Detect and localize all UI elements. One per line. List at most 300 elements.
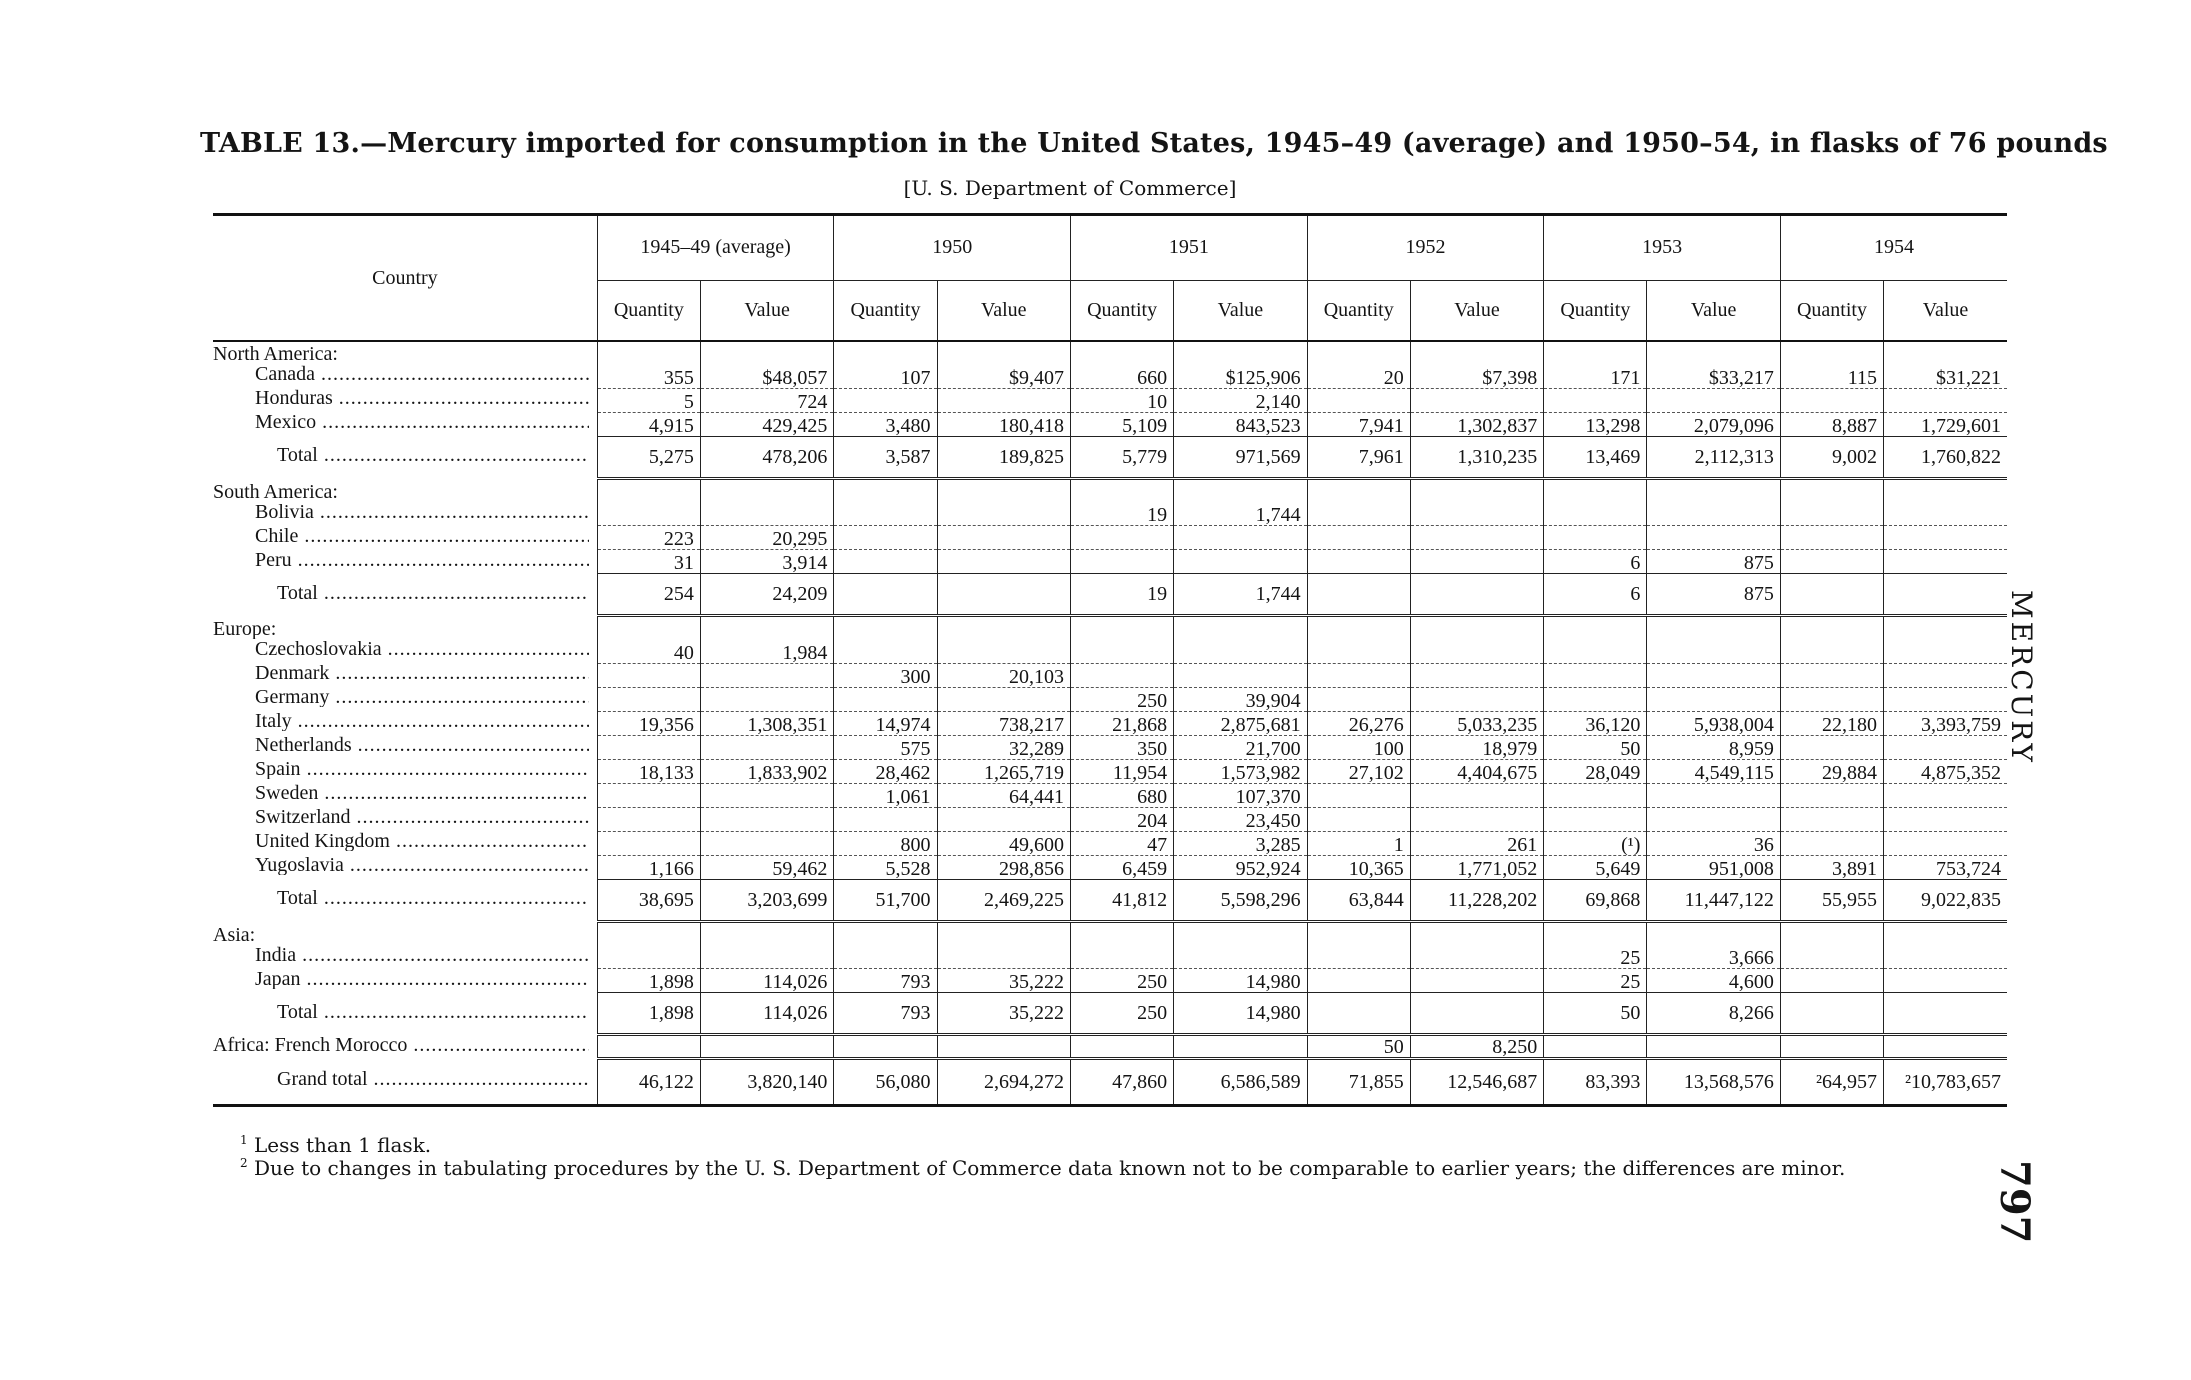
row-label: Germany ..... (213, 687, 597, 711)
quantity-cell (834, 478, 937, 502)
value-cell: 843,523 (1174, 412, 1307, 436)
quantity-cell (1307, 807, 1410, 831)
quantity-cell: 3,891 (1780, 855, 1883, 879)
row-label: Czechoslovakia ..... (213, 639, 597, 663)
value-cell: $7,398 (1410, 364, 1543, 388)
quantity-cell (1780, 807, 1883, 831)
value-cell: 11,447,122 (1647, 879, 1780, 921)
value-cell: $48,057 (700, 364, 833, 388)
quantity-cell: 9,002 (1780, 436, 1883, 478)
table-title: TABLE 13.—Mercury imported for consumption in the United States, 1945–49 (average) and 1950–54, in flasks of 76 pounds (200, 128, 2108, 159)
quantity-cell (1307, 993, 1410, 1035)
quantity-cell (1071, 526, 1174, 550)
row-label: Total ..... (213, 574, 597, 616)
table-body (213, 341, 2007, 1106)
quantity-cell (597, 831, 700, 855)
value-cell: 13,568,576 (1647, 1059, 1780, 1106)
quantity-cell: 793 (834, 993, 937, 1035)
quantity-cell (1780, 574, 1883, 616)
value-cell: 4,549,115 (1647, 759, 1780, 783)
quantity-cell: 63,844 (1307, 879, 1410, 921)
quantity-cell (1307, 783, 1410, 807)
quantity-cell (834, 502, 937, 526)
value-cell (1410, 807, 1543, 831)
value-cell: 3,914 (700, 550, 833, 574)
value-cell (700, 687, 833, 711)
value-cell: 261 (1410, 831, 1543, 855)
value-cell (1174, 550, 1307, 574)
value-cell: 2,469,225 (937, 879, 1070, 921)
quantity-cell: 56,080 (834, 1059, 937, 1106)
value-cell: 478,206 (700, 436, 833, 478)
table-row (213, 807, 2007, 831)
value-cell (700, 1035, 833, 1059)
value-cell (1884, 945, 2007, 969)
row-label: India ..... (213, 945, 597, 969)
value-cell (937, 639, 1070, 663)
quantity-cell (1544, 526, 1647, 550)
quantity-cell (1307, 663, 1410, 687)
value-cell (937, 341, 1070, 364)
row-label: Grand total ..... (213, 1059, 597, 1106)
value-cell (1410, 478, 1543, 502)
value-cell (1410, 687, 1543, 711)
value-cell (1410, 639, 1543, 663)
quantity-cell (597, 687, 700, 711)
value-cell: 951,008 (1647, 855, 1780, 879)
value-cell: 2,112,313 (1647, 436, 1780, 478)
row-label: United Kingdom ..... (213, 831, 597, 855)
value-cell (1410, 341, 1543, 364)
quantity-cell (1071, 341, 1174, 364)
value-cell: 49,600 (937, 831, 1070, 855)
quantity-cell: 50 (1544, 735, 1647, 759)
quantity-cell (1780, 663, 1883, 687)
value-cell: 8,266 (1647, 993, 1780, 1035)
row-label: Mexico ..... (213, 412, 597, 436)
region-row (213, 921, 2007, 945)
value-cell (700, 807, 833, 831)
value-cell: 5,598,296 (1174, 879, 1307, 921)
quantity-cell: 47,860 (1071, 1059, 1174, 1106)
column-header-year: 1954 (1780, 215, 2007, 281)
row-label: Japan ..... (213, 969, 597, 993)
value-cell (1174, 526, 1307, 550)
quantity-cell (1307, 341, 1410, 364)
table-row (213, 663, 2007, 687)
quantity-cell: 50 (1544, 993, 1647, 1035)
quantity-cell: 6,459 (1071, 855, 1174, 879)
value-cell (1410, 502, 1543, 526)
value-cell: 2,079,096 (1647, 412, 1780, 436)
quantity-cell: 25 (1544, 969, 1647, 993)
value-cell (1884, 993, 2007, 1035)
column-header-value: Value (700, 280, 833, 341)
quantity-cell: 22,180 (1780, 711, 1883, 735)
value-cell (1647, 921, 1780, 945)
value-cell: 107,370 (1174, 783, 1307, 807)
quantity-cell (1780, 921, 1883, 945)
column-header-quantity: Quantity (1544, 280, 1647, 341)
value-cell: 35,222 (937, 993, 1070, 1035)
value-cell (1174, 921, 1307, 945)
value-cell: 8,250 (1410, 1035, 1543, 1059)
value-cell: 32,289 (937, 735, 1070, 759)
quantity-cell (597, 921, 700, 945)
row-label: Bolivia ..... (213, 502, 597, 526)
column-header-value: Value (1410, 280, 1543, 341)
quantity-cell (597, 945, 700, 969)
quantity-cell (1780, 993, 1883, 1035)
quantity-cell: 41,812 (1071, 879, 1174, 921)
quantity-cell: 40 (597, 639, 700, 663)
quantity-cell (1307, 478, 1410, 502)
region-row (213, 341, 2007, 364)
quantity-cell (1071, 663, 1174, 687)
column-header-value: Value (1174, 280, 1307, 341)
mercury-imports-table (213, 213, 2007, 1107)
quantity-cell (1544, 1035, 1647, 1059)
value-cell: 2,140 (1174, 388, 1307, 412)
value-cell: 5,938,004 (1647, 711, 1780, 735)
quantity-cell: 5,109 (1071, 412, 1174, 436)
value-cell: 1,744 (1174, 574, 1307, 616)
value-cell: 1,729,601 (1884, 412, 2007, 436)
value-cell: 1,302,837 (1410, 412, 1543, 436)
value-cell: $125,906 (1174, 364, 1307, 388)
quantity-cell: 13,469 (1544, 436, 1647, 478)
value-cell (1410, 388, 1543, 412)
column-header-value: Value (1647, 280, 1780, 341)
row-label: Denmark ..... (213, 663, 597, 687)
value-cell: 3,285 (1174, 831, 1307, 855)
value-cell (1884, 478, 2007, 502)
value-cell: 4,404,675 (1410, 759, 1543, 783)
quantity-cell: 250 (1071, 687, 1174, 711)
region-row (213, 478, 2007, 502)
quantity-cell: 26,276 (1307, 711, 1410, 735)
quantity-cell: 13,298 (1544, 412, 1647, 436)
value-cell: 6,586,589 (1174, 1059, 1307, 1106)
quantity-cell (1071, 945, 1174, 969)
table-row (213, 364, 2007, 388)
table-row (213, 831, 2007, 855)
row-label: Total ..... (213, 993, 597, 1035)
value-cell: 12,546,687 (1410, 1059, 1543, 1106)
footnote-1: $^1$ Less than 1 flask. (240, 1133, 432, 1157)
value-cell (700, 735, 833, 759)
value-cell: 1,760,822 (1884, 436, 2007, 478)
row-label: Canada ..... (213, 364, 597, 388)
row-label: Total ..... (213, 879, 597, 921)
quantity-cell (597, 735, 700, 759)
value-cell (1884, 969, 2007, 993)
quantity-cell: 223 (597, 526, 700, 550)
value-cell (937, 574, 1070, 616)
value-cell: 1,573,982 (1174, 759, 1307, 783)
value-cell (1884, 663, 2007, 687)
value-cell: ²10,783,657 (1884, 1059, 2007, 1106)
value-cell (700, 945, 833, 969)
value-cell (1647, 616, 1780, 640)
value-cell (1410, 574, 1543, 616)
quantity-cell (834, 807, 937, 831)
value-cell: 2,694,272 (937, 1059, 1070, 1106)
quantity-cell: 5,528 (834, 855, 937, 879)
column-header-year: 1950 (834, 215, 1071, 281)
quantity-cell (1307, 526, 1410, 550)
quantity-cell (1780, 735, 1883, 759)
value-cell (1174, 945, 1307, 969)
quantity-cell: ²64,957 (1780, 1059, 1883, 1106)
quantity-cell (1780, 550, 1883, 574)
value-cell (1884, 502, 2007, 526)
quantity-cell (597, 478, 700, 502)
quantity-cell: 7,961 (1307, 436, 1410, 478)
quantity-cell (834, 526, 937, 550)
value-cell (1410, 921, 1543, 945)
quantity-cell: 50 (1307, 1035, 1410, 1059)
quantity-cell (1544, 341, 1647, 364)
quantity-cell: 680 (1071, 783, 1174, 807)
value-cell (700, 663, 833, 687)
quantity-cell (1544, 663, 1647, 687)
quantity-cell: 3,480 (834, 412, 937, 436)
quantity-cell: 55,955 (1780, 879, 1883, 921)
quantity-cell (1071, 478, 1174, 502)
value-cell: 1,833,902 (700, 759, 833, 783)
quantity-cell (1307, 574, 1410, 616)
value-cell (1884, 341, 2007, 364)
quantity-cell (1780, 388, 1883, 412)
quantity-cell: 10 (1071, 388, 1174, 412)
region-row (213, 616, 2007, 640)
quantity-cell: 5,779 (1071, 436, 1174, 478)
total-row (213, 879, 2007, 921)
value-cell: 20,103 (937, 663, 1070, 687)
table-row (213, 711, 2007, 735)
row-label: Yugoslavia ..... (213, 855, 597, 879)
quantity-cell (1780, 687, 1883, 711)
quantity-cell (1307, 921, 1410, 945)
column-header-year: 1951 (1071, 215, 1308, 281)
value-cell: 11,228,202 (1410, 879, 1543, 921)
value-cell (1410, 783, 1543, 807)
quantity-cell: 250 (1071, 993, 1174, 1035)
value-cell (937, 921, 1070, 945)
quantity-cell (1544, 783, 1647, 807)
quantity-cell: 11,954 (1071, 759, 1174, 783)
quantity-cell (834, 639, 937, 663)
quantity-cell (1307, 388, 1410, 412)
table-row (213, 855, 2007, 879)
row-label: Italy ..... (213, 711, 597, 735)
value-cell (1647, 783, 1780, 807)
value-cell (1884, 921, 2007, 945)
quantity-cell (1544, 478, 1647, 502)
quantity-cell (1780, 616, 1883, 640)
value-cell (937, 807, 1070, 831)
value-cell: 114,026 (700, 993, 833, 1035)
quantity-cell: 660 (1071, 364, 1174, 388)
quantity-cell (834, 945, 937, 969)
quantity-cell (1544, 807, 1647, 831)
quantity-cell: 28,049 (1544, 759, 1647, 783)
row-label: Spain ..... (213, 759, 597, 783)
quantity-cell: 107 (834, 364, 937, 388)
table-source: [U. S. Department of Commerce] (903, 176, 1237, 200)
quantity-cell (597, 616, 700, 640)
value-cell (937, 550, 1070, 574)
value-cell (1410, 550, 1543, 574)
row-label: Europe: (213, 618, 277, 639)
quantity-cell (834, 687, 937, 711)
value-cell: 21,700 (1174, 735, 1307, 759)
table-row (213, 969, 2007, 993)
quantity-cell: 115 (1780, 364, 1883, 388)
value-cell (1647, 478, 1780, 502)
quantity-cell: 575 (834, 735, 937, 759)
table-row (213, 639, 2007, 663)
value-cell: 875 (1647, 550, 1780, 574)
value-cell: 20,295 (700, 526, 833, 550)
value-cell (1647, 639, 1780, 663)
quantity-cell (834, 388, 937, 412)
table-row (213, 550, 2007, 574)
value-cell: 1,308,351 (700, 711, 833, 735)
quantity-cell (597, 807, 700, 831)
quantity-cell (1307, 945, 1410, 969)
value-cell: 875 (1647, 574, 1780, 616)
table-row (213, 526, 2007, 550)
value-cell: 298,856 (937, 855, 1070, 879)
quantity-cell: 21,868 (1071, 711, 1174, 735)
row-label: North America: (213, 343, 338, 364)
quantity-cell (1780, 478, 1883, 502)
value-cell: 753,724 (1884, 855, 2007, 879)
quantity-cell (1307, 969, 1410, 993)
quantity-cell (1544, 502, 1647, 526)
quantity-cell (1780, 639, 1883, 663)
quantity-cell: 5,649 (1544, 855, 1647, 879)
running-head-mercury: MERCURY (2005, 590, 2038, 765)
table-row (213, 412, 2007, 436)
value-cell (1884, 616, 2007, 640)
row-label: Peru ..... (213, 550, 597, 574)
quantity-cell: 29,884 (1780, 759, 1883, 783)
row-label: Honduras ..... (213, 388, 597, 412)
value-cell (937, 526, 1070, 550)
value-cell (1174, 639, 1307, 663)
value-cell (1410, 616, 1543, 640)
quantity-cell (1307, 550, 1410, 574)
quantity-cell (597, 663, 700, 687)
row-label: Africa: French Morocco ..... (213, 1035, 597, 1059)
value-cell (937, 945, 1070, 969)
value-cell (1884, 687, 2007, 711)
value-cell (1410, 969, 1543, 993)
value-cell: 738,217 (937, 711, 1070, 735)
quantity-cell: 3,587 (834, 436, 937, 478)
quantity-cell (1307, 502, 1410, 526)
quantity-cell: 355 (597, 364, 700, 388)
value-cell: 429,425 (700, 412, 833, 436)
quantity-cell: 5 (597, 388, 700, 412)
value-cell (700, 478, 833, 502)
quantity-cell (1071, 550, 1174, 574)
column-header-quantity: Quantity (597, 280, 700, 341)
value-cell: 9,022,835 (1884, 879, 2007, 921)
quantity-cell: 6 (1544, 574, 1647, 616)
row-label: Chile ..... (213, 526, 597, 550)
value-cell: 2,875,681 (1174, 711, 1307, 735)
quantity-cell (1780, 783, 1883, 807)
quantity-cell (1780, 526, 1883, 550)
quantity-cell: 20 (1307, 364, 1410, 388)
value-cell: 952,924 (1174, 855, 1307, 879)
table-row (213, 945, 2007, 969)
value-cell: 59,462 (700, 855, 833, 879)
value-cell: 971,569 (1174, 436, 1307, 478)
value-cell (1174, 341, 1307, 364)
value-cell (1884, 831, 2007, 855)
table-row (213, 783, 2007, 807)
quantity-cell: 25 (1544, 945, 1647, 969)
quantity-cell: 46,122 (597, 1059, 700, 1106)
value-cell (1410, 526, 1543, 550)
table-row (213, 502, 2007, 526)
quantity-cell (597, 783, 700, 807)
value-cell (1647, 1035, 1780, 1059)
value-cell: 3,666 (1647, 945, 1780, 969)
column-header-quantity: Quantity (1071, 280, 1174, 341)
column-header-year: 1952 (1307, 215, 1544, 281)
value-cell (1647, 341, 1780, 364)
value-cell: 1,771,052 (1410, 855, 1543, 879)
table-row (213, 1035, 2007, 1059)
quantity-cell (1544, 921, 1647, 945)
value-cell: 14,980 (1174, 993, 1307, 1035)
quantity-cell: 100 (1307, 735, 1410, 759)
value-cell (1410, 993, 1543, 1035)
value-cell: 35,222 (937, 969, 1070, 993)
value-cell (1647, 526, 1780, 550)
quantity-cell: 7,941 (1307, 412, 1410, 436)
value-cell: 8,959 (1647, 735, 1780, 759)
value-cell (937, 478, 1070, 502)
value-cell (937, 1035, 1070, 1059)
value-cell (1884, 550, 2007, 574)
row-label: Total ..... (213, 436, 597, 478)
value-cell (1884, 526, 2007, 550)
value-cell: 4,600 (1647, 969, 1780, 993)
table-row (213, 388, 2007, 412)
table-row (213, 759, 2007, 783)
quantity-cell (1780, 502, 1883, 526)
quantity-cell: 18,133 (597, 759, 700, 783)
quantity-cell (834, 550, 937, 574)
total-row (213, 993, 2007, 1035)
value-cell (1174, 1035, 1307, 1059)
quantity-cell: 51,700 (834, 879, 937, 921)
value-cell (1410, 945, 1543, 969)
value-cell (937, 687, 1070, 711)
quantity-cell (597, 341, 700, 364)
footnote-2: $^2$ Due to changes in tabulating procedures by the U. S. Department of Commerce data known not to be comparable to earlier years; the differences are minor. (240, 1156, 1846, 1180)
value-cell (937, 616, 1070, 640)
quantity-cell: 4,915 (597, 412, 700, 436)
value-cell (1647, 687, 1780, 711)
